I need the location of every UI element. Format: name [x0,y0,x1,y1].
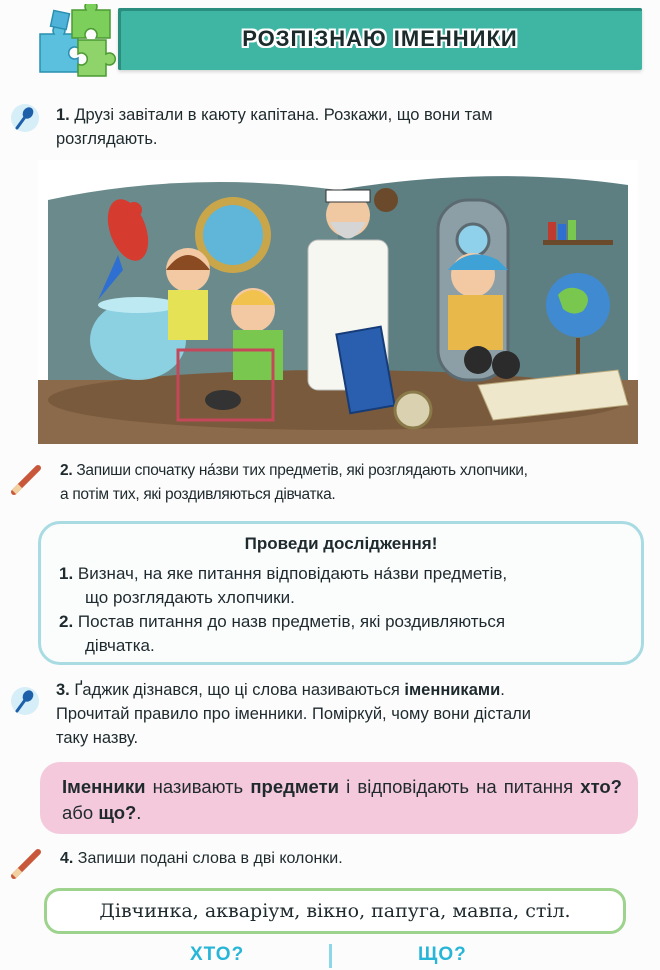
pen-icon [8,462,44,496]
header-banner [118,8,642,70]
rule-part: і відповідають на питання [339,776,581,797]
rule-keyword: предмети [250,776,340,797]
column-divider [329,944,332,968]
item-number: 1. [59,564,74,583]
keyword: іменниками [404,681,501,699]
task-number: 1. [56,106,70,124]
item-number: 2. [59,612,74,631]
task-text: розглядають. [56,130,158,148]
task-text: Друзі завітали в каюту капітана. Розкажи, що вони там [74,106,493,124]
item-text: Постав питання до назв предметів, які роздивляються [77,612,506,631]
page-title: РОЗПІЗНАЮ ІМЕННИКИ [242,26,518,51]
task-text: Ґаджик дізнався, що ці слова називаються [74,681,405,699]
task-text: Запиши подані слова в дві колонки. [77,850,343,867]
task-text: а потім тих, які роздивляються дівчатка. [60,486,336,503]
rule-part: або [62,802,99,823]
words-list: Дівчинка, акваріум, вікно, папуга, мавпа, стіл. [99,900,571,922]
rule-part: . [136,802,142,823]
rule-text [62,774,622,826]
rule-keyword: Іменники [62,776,146,797]
pen-icon [8,846,44,880]
task-1 [56,103,640,151]
research-item-2 [59,610,629,658]
column-header-who: ХТО? [190,944,245,965]
task-4 [60,850,343,868]
task-text: таку назву. [56,729,139,747]
task-2 [60,459,660,507]
rule-box [40,762,638,834]
rule-keyword: що? [98,802,137,823]
task-text: Запиши спочатку на́зви тих предметів, які розглядають хлопчики, [76,462,528,479]
column-header-what: ЩО? [418,944,467,965]
microphone-icon [10,686,40,716]
words-box [44,888,626,934]
research-item-1 [59,562,629,610]
research-box [38,521,644,665]
item-text: дівчатка. [85,636,155,655]
rule-part: називають [145,776,251,797]
captain-cabin-illustration [38,160,638,444]
rule-keyword: хто? [580,776,622,797]
microphone-icon [10,103,40,133]
task-number: 2. [60,462,73,479]
task-number: 3. [56,681,70,699]
task-text: . [500,681,505,699]
task-number: 4. [60,850,74,867]
item-text: Визнач, на яке питання відповідають на́зви предметів, [77,564,508,583]
task-text: Прочитай правило про іменники. Поміркуй, чому вони дістали [56,705,531,723]
item-text: що розглядають хлопчики. [85,588,295,607]
puzzle-icon [34,4,124,82]
task-3 [56,678,640,750]
research-title: Проведи дослідження! [244,534,438,553]
